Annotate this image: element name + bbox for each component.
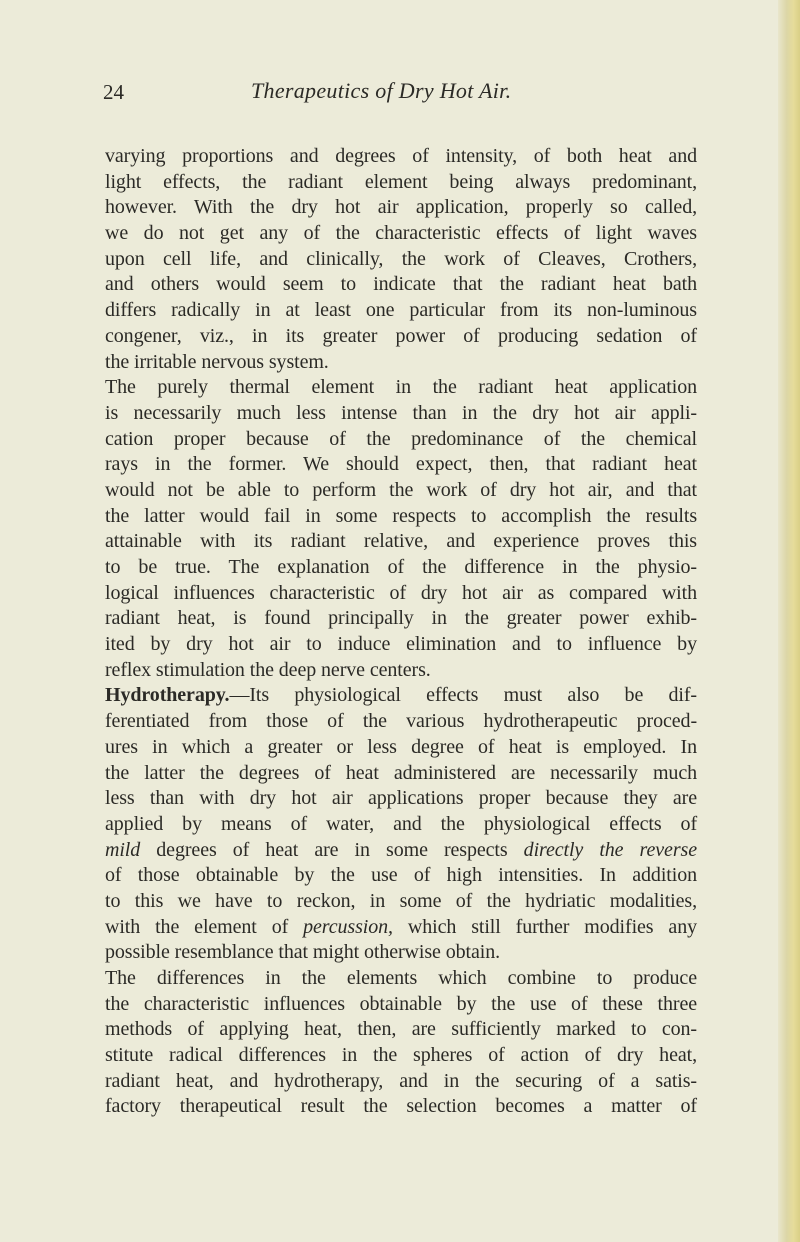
text-line: the latter the degrees of heat administered are necessarily much <box>105 761 697 784</box>
text-line: to this we have to reckon, in some of the hydriatic modalities, <box>105 889 697 912</box>
text-line: varying proportions and degrees of intensity, of both heat and <box>105 145 697 167</box>
italic-text: percussion, <box>303 915 393 938</box>
text-line: the latter would fail in some respects to accomplish the results <box>105 504 697 527</box>
text-segment: —Its physiological effects must also be dif- <box>229 684 697 707</box>
text-line: The purely thermal element in the radiant heat application <box>105 376 697 399</box>
text-line: less than with dry hot air applications proper because they are <box>105 787 697 810</box>
text-segment: which still further modifies any <box>392 915 697 938</box>
text-line: attainable with its radiant relative, and experience proves this <box>105 530 697 553</box>
text-line: cation proper because of the predominance of the chemical <box>105 427 697 450</box>
text-line: differs radically in at least one particular from its non-luminous <box>105 299 697 322</box>
text-line: to be true. The explanation of the difference in the physio- <box>105 556 697 578</box>
text-line: possible resemblance that might otherwise obtain. <box>105 941 501 964</box>
text-line: applied by means of water, and the physiological effects of <box>105 812 697 835</box>
text-line: factory therapeutical result the selection becomes a matter of <box>105 1095 697 1118</box>
text-line: light effects, the radiant element being always predominant, <box>105 170 697 193</box>
text-line: radiant heat, and hydrotherapy, and in the securing of a satis- <box>105 1069 697 1092</box>
italic-text: directly the reverse <box>523 838 697 861</box>
text-line: ferentiated from those of the various hydrotherapeutic proced- <box>105 710 697 733</box>
text-line <box>105 915 697 941</box>
text-line: we do not get any of the characteristic effects of light waves <box>105 222 697 245</box>
text-line: methods of applying heat, then, are sufficiently marked to con- <box>105 1018 697 1041</box>
text-line: upon cell life, and clinically, the work of Cleaves, Crothers, <box>105 247 697 270</box>
text-line: The differences in the elements which combine to produce <box>105 967 697 989</box>
text-line: would not be able to perform the work of dry hot air, and that <box>105 478 697 501</box>
text-line: of those obtainable by the use of high intensities. In addition <box>105 864 697 887</box>
text-line: radiant heat, is found principally in the greater power exhib- <box>105 607 697 630</box>
body-text <box>105 144 697 1120</box>
text-line <box>105 683 697 709</box>
text-line: and others would seem to indicate that the radiant heat bath <box>105 273 697 296</box>
text-line: stitute radical differences in the spheres of action of dry heat, <box>105 1044 697 1067</box>
text-line: reflex stimulation the deep nerve centers. <box>105 658 431 681</box>
running-title: Therapeutics of Dry Hot Air. <box>251 78 512 103</box>
text-line: ures in which a greater or less degree of heat is employed. In <box>105 735 697 758</box>
italic-text: mild <box>105 838 141 861</box>
text-line: ited by dry hot air to induce elimination and to influence by <box>105 633 697 656</box>
book-edge <box>778 0 800 1242</box>
page-number: 24 <box>103 80 124 104</box>
text-line: rays in the former. We should expect, then, that radiant heat <box>105 453 697 476</box>
text-segment: degrees of heat are in some respects <box>140 838 524 861</box>
section-heading: Hydrotherapy. <box>105 684 230 707</box>
text-line <box>105 838 697 864</box>
text-line: the irritable nervous system. <box>105 350 329 373</box>
text-line: logical influences characteristic of dry hot air as compared with <box>105 581 697 604</box>
text-line: the characteristic influences obtainable by the use of these three <box>105 992 697 1015</box>
text-segment: with the element of <box>105 915 304 938</box>
text-line: however. With the dry hot air application, properly so called, <box>105 196 697 219</box>
text-line: congener, viz., in its greater power of producing sedation of <box>105 324 697 347</box>
text-line: is necessarily much less intense than in the dry hot air appli- <box>105 401 697 424</box>
running-header <box>103 80 703 110</box>
